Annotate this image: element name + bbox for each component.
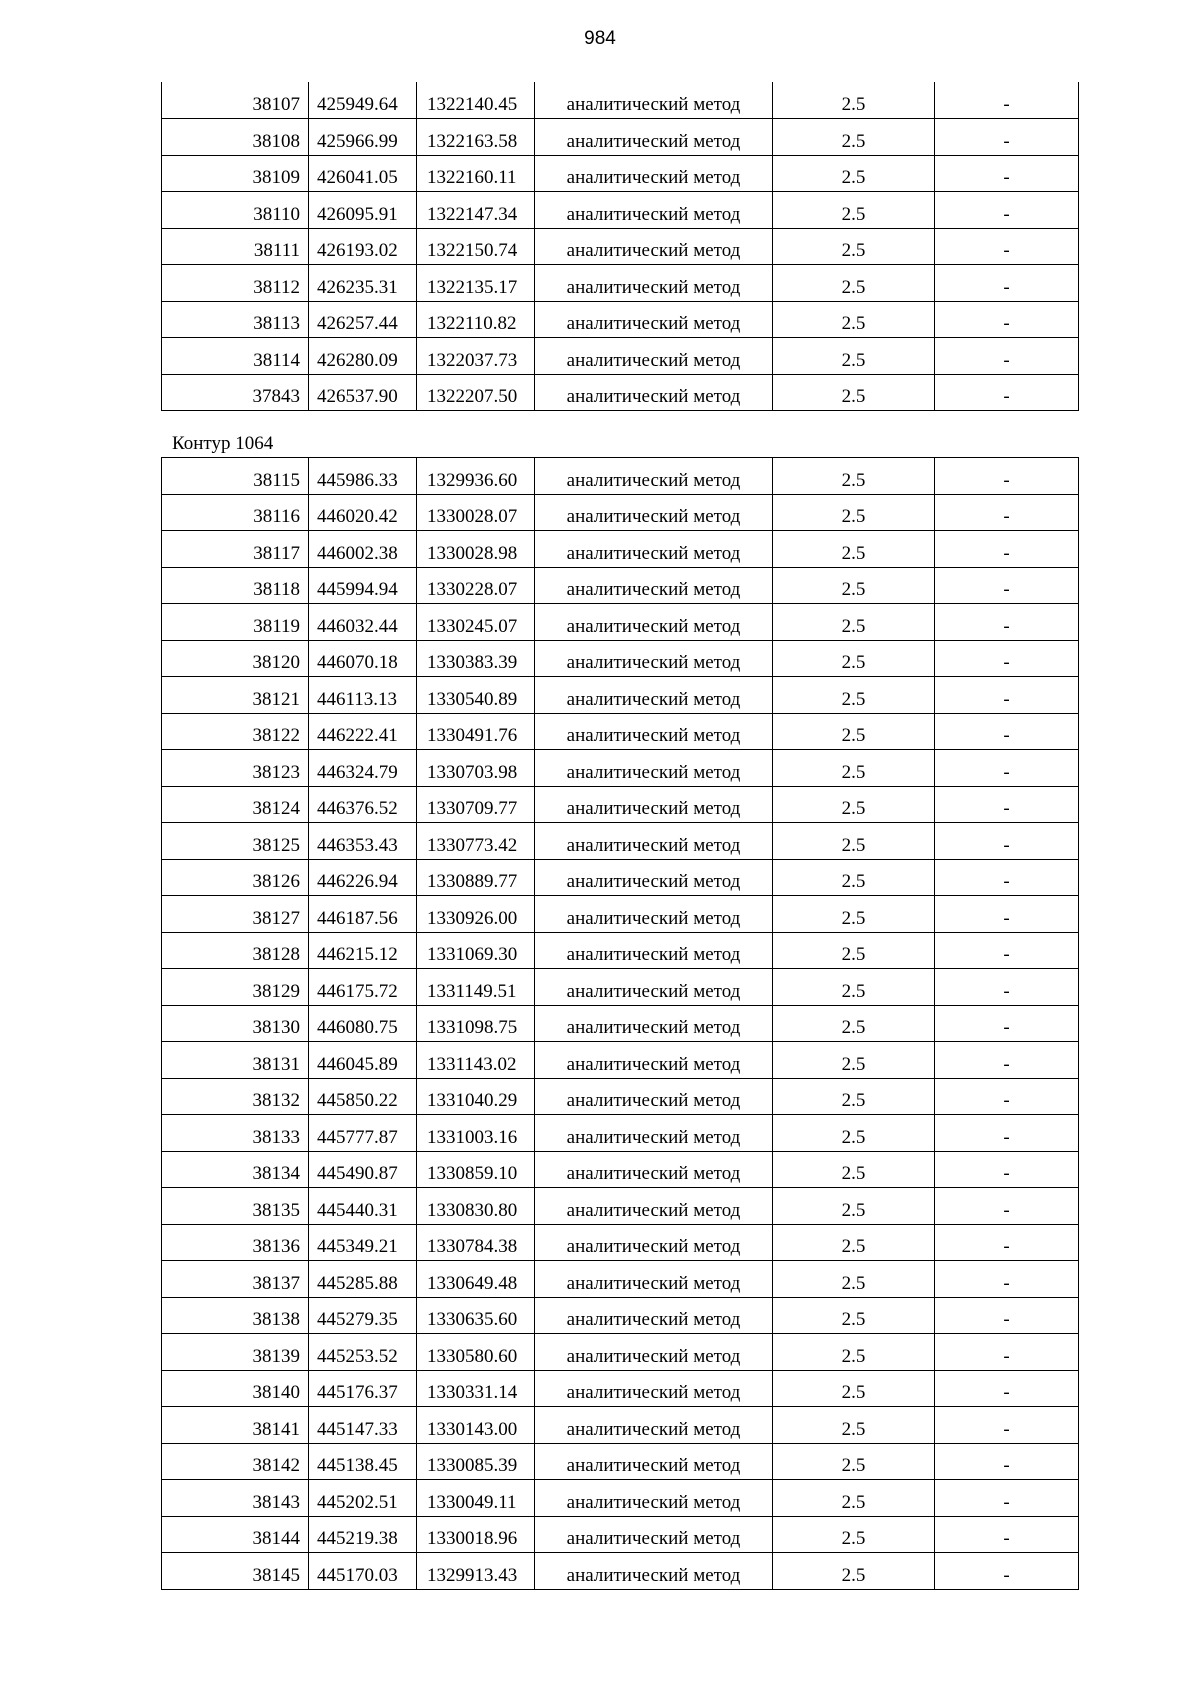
method-cell: аналитический метод — [535, 1078, 773, 1115]
x-coordinate-cell: 426193.02 — [309, 228, 417, 265]
table-row — [162, 531, 1079, 568]
point-number-cell: 38144 — [162, 1516, 309, 1553]
y-coordinate-cell: 1322147.34 — [417, 192, 535, 229]
note-cell: - — [935, 713, 1079, 750]
method-cell: аналитический метод — [535, 1005, 773, 1042]
x-coordinate-cell: 445850.22 — [309, 1078, 417, 1115]
y-coordinate-cell: 1330926.00 — [417, 896, 535, 933]
y-coordinate-cell: 1331143.02 — [417, 1042, 535, 1079]
x-coordinate-cell: 446324.79 — [309, 750, 417, 787]
point-number-cell: 38113 — [162, 301, 309, 338]
table-row — [162, 1115, 1079, 1152]
y-coordinate-cell: 1330245.07 — [417, 604, 535, 641]
table-row — [162, 750, 1079, 787]
point-number-cell: 38130 — [162, 1005, 309, 1042]
note-cell: - — [935, 1224, 1079, 1261]
x-coordinate-cell: 426041.05 — [309, 155, 417, 192]
y-coordinate-cell: 1330649.48 — [417, 1261, 535, 1298]
method-cell: аналитический метод — [535, 1188, 773, 1225]
accuracy-cell: 2.5 — [773, 567, 935, 604]
note-cell: - — [935, 494, 1079, 531]
accuracy-cell: 2.5 — [773, 1261, 935, 1298]
y-coordinate-cell: 1331149.51 — [417, 969, 535, 1006]
x-coordinate-cell: 445253.52 — [309, 1334, 417, 1371]
note-cell: - — [935, 640, 1079, 677]
method-cell: аналитический метод — [535, 1115, 773, 1152]
x-coordinate-cell: 426537.90 — [309, 374, 417, 411]
x-coordinate-cell: 446175.72 — [309, 969, 417, 1006]
method-cell: аналитический метод — [535, 374, 773, 411]
contour-heading: Контур 1064 — [172, 433, 274, 454]
accuracy-cell: 2.5 — [773, 494, 935, 531]
method-cell: аналитический метод — [535, 338, 773, 375]
note-cell: - — [935, 859, 1079, 896]
accuracy-cell: 2.5 — [773, 677, 935, 714]
method-cell: аналитический метод — [535, 1370, 773, 1407]
point-number-cell: 38123 — [162, 750, 309, 787]
x-coordinate-cell: 445170.03 — [309, 1553, 417, 1590]
x-coordinate-cell: 446353.43 — [309, 823, 417, 860]
method-cell: аналитический метод — [535, 1443, 773, 1480]
point-number-cell: 38128 — [162, 932, 309, 969]
x-coordinate-cell: 445202.51 — [309, 1480, 417, 1517]
point-number-cell: 38140 — [162, 1370, 309, 1407]
page-number: 984 — [584, 28, 616, 49]
x-coordinate-cell: 445994.94 — [309, 567, 417, 604]
note-cell: - — [935, 1297, 1079, 1334]
x-coordinate-cell: 445285.88 — [309, 1261, 417, 1298]
y-coordinate-cell: 1331003.16 — [417, 1115, 535, 1152]
note-cell: - — [935, 1407, 1079, 1444]
note-cell: - — [935, 1078, 1079, 1115]
note-cell: - — [935, 338, 1079, 375]
note-cell: - — [935, 1334, 1079, 1371]
method-cell: аналитический метод — [535, 1553, 773, 1590]
y-coordinate-cell: 1330859.10 — [417, 1151, 535, 1188]
accuracy-cell: 2.5 — [773, 1370, 935, 1407]
x-coordinate-cell: 445219.38 — [309, 1516, 417, 1553]
note-cell: - — [935, 1005, 1079, 1042]
method-cell: аналитический метод — [535, 1261, 773, 1298]
y-coordinate-cell: 1329913.43 — [417, 1553, 535, 1590]
y-coordinate-cell: 1331040.29 — [417, 1078, 535, 1115]
note-cell: - — [935, 458, 1079, 495]
table-row — [162, 119, 1079, 156]
x-coordinate-cell: 445147.33 — [309, 1407, 417, 1444]
table-row — [162, 932, 1079, 969]
accuracy-cell: 2.5 — [773, 155, 935, 192]
method-cell: аналитический метод — [535, 604, 773, 641]
accuracy-cell: 2.5 — [773, 1516, 935, 1553]
note-cell: - — [935, 604, 1079, 641]
x-coordinate-cell: 445777.87 — [309, 1115, 417, 1152]
accuracy-cell: 2.5 — [773, 1151, 935, 1188]
point-number-cell: 38141 — [162, 1407, 309, 1444]
y-coordinate-cell: 1330540.89 — [417, 677, 535, 714]
point-number-cell: 38129 — [162, 969, 309, 1006]
accuracy-cell: 2.5 — [773, 119, 935, 156]
method-cell: аналитический метод — [535, 750, 773, 787]
accuracy-cell: 2.5 — [773, 969, 935, 1006]
x-coordinate-cell: 445986.33 — [309, 458, 417, 495]
note-cell: - — [935, 786, 1079, 823]
note-cell: - — [935, 1261, 1079, 1298]
method-cell: аналитический метод — [535, 265, 773, 302]
x-coordinate-cell: 445490.87 — [309, 1151, 417, 1188]
note-cell: - — [935, 228, 1079, 265]
point-number-cell: 38135 — [162, 1188, 309, 1225]
y-coordinate-cell: 1322163.58 — [417, 119, 535, 156]
y-coordinate-cell: 1330580.60 — [417, 1334, 535, 1371]
note-cell: - — [935, 82, 1079, 119]
point-number-cell: 38119 — [162, 604, 309, 641]
point-number-cell: 37843 — [162, 374, 309, 411]
method-cell: аналитический метод — [535, 1480, 773, 1517]
x-coordinate-cell: 426095.91 — [309, 192, 417, 229]
table-row — [162, 1553, 1079, 1590]
point-number-cell: 38117 — [162, 531, 309, 568]
accuracy-cell: 2.5 — [773, 1188, 935, 1225]
table-row — [162, 338, 1079, 375]
method-cell: аналитический метод — [535, 1334, 773, 1371]
y-coordinate-cell: 1330028.98 — [417, 531, 535, 568]
y-coordinate-cell: 1330703.98 — [417, 750, 535, 787]
method-cell: аналитический метод — [535, 458, 773, 495]
table-row — [162, 192, 1079, 229]
y-coordinate-cell: 1330085.39 — [417, 1443, 535, 1480]
note-cell: - — [935, 1443, 1079, 1480]
point-number-cell: 38118 — [162, 567, 309, 604]
table-row — [162, 786, 1079, 823]
y-coordinate-cell: 1322135.17 — [417, 265, 535, 302]
point-number-cell: 38124 — [162, 786, 309, 823]
method-cell: аналитический метод — [535, 640, 773, 677]
table-row — [162, 1224, 1079, 1261]
accuracy-cell: 2.5 — [773, 604, 935, 641]
point-number-cell: 38142 — [162, 1443, 309, 1480]
y-coordinate-cell: 1322150.74 — [417, 228, 535, 265]
x-coordinate-cell: 446032.44 — [309, 604, 417, 641]
point-number-cell: 38131 — [162, 1042, 309, 1079]
x-coordinate-cell: 426257.44 — [309, 301, 417, 338]
note-cell: - — [935, 1370, 1079, 1407]
table-row — [162, 969, 1079, 1006]
accuracy-cell: 2.5 — [773, 1042, 935, 1079]
x-coordinate-cell: 425949.64 — [309, 82, 417, 119]
note-cell: - — [935, 750, 1079, 787]
y-coordinate-cell: 1330709.77 — [417, 786, 535, 823]
coordinates-table-contour-1064 — [161, 457, 1079, 1590]
x-coordinate-cell: 446222.41 — [309, 713, 417, 750]
note-cell: - — [935, 301, 1079, 338]
accuracy-cell: 2.5 — [773, 1480, 935, 1517]
coordinates-table-top — [161, 82, 1079, 411]
x-coordinate-cell: 446215.12 — [309, 932, 417, 969]
x-coordinate-cell: 446376.52 — [309, 786, 417, 823]
table-row — [162, 374, 1079, 411]
note-cell: - — [935, 1115, 1079, 1152]
point-number-cell: 38121 — [162, 677, 309, 714]
method-cell: аналитический метод — [535, 1042, 773, 1079]
accuracy-cell: 2.5 — [773, 228, 935, 265]
note-cell: - — [935, 265, 1079, 302]
method-cell: аналитический метод — [535, 192, 773, 229]
y-coordinate-cell: 1322160.11 — [417, 155, 535, 192]
accuracy-cell: 2.5 — [773, 1078, 935, 1115]
accuracy-cell: 2.5 — [773, 82, 935, 119]
accuracy-cell: 2.5 — [773, 458, 935, 495]
x-coordinate-cell: 446187.56 — [309, 896, 417, 933]
table-row — [162, 1480, 1079, 1517]
accuracy-cell: 2.5 — [773, 1553, 935, 1590]
method-cell: аналитический метод — [535, 786, 773, 823]
point-number-cell: 38137 — [162, 1261, 309, 1298]
point-number-cell: 38143 — [162, 1480, 309, 1517]
point-number-cell: 38111 — [162, 228, 309, 265]
note-cell: - — [935, 119, 1079, 156]
table-row — [162, 1078, 1079, 1115]
accuracy-cell: 2.5 — [773, 192, 935, 229]
x-coordinate-cell: 445279.35 — [309, 1297, 417, 1334]
accuracy-cell: 2.5 — [773, 640, 935, 677]
y-coordinate-cell: 1330143.00 — [417, 1407, 535, 1444]
note-cell: - — [935, 374, 1079, 411]
method-cell: аналитический метод — [535, 301, 773, 338]
y-coordinate-cell: 1322110.82 — [417, 301, 535, 338]
method-cell: аналитический метод — [535, 494, 773, 531]
table-row — [162, 1370, 1079, 1407]
method-cell: аналитический метод — [535, 1407, 773, 1444]
method-cell: аналитический метод — [535, 228, 773, 265]
accuracy-cell: 2.5 — [773, 301, 935, 338]
table-row — [162, 494, 1079, 531]
x-coordinate-cell: 445138.45 — [309, 1443, 417, 1480]
accuracy-cell: 2.5 — [773, 859, 935, 896]
y-coordinate-cell: 1322037.73 — [417, 338, 535, 375]
point-number-cell: 38126 — [162, 859, 309, 896]
table-row — [162, 640, 1079, 677]
table-row — [162, 677, 1079, 714]
table-row — [162, 567, 1079, 604]
y-coordinate-cell: 1330635.60 — [417, 1297, 535, 1334]
y-coordinate-cell: 1330889.77 — [417, 859, 535, 896]
note-cell: - — [935, 823, 1079, 860]
method-cell: аналитический метод — [535, 713, 773, 750]
x-coordinate-cell: 425966.99 — [309, 119, 417, 156]
method-cell: аналитический метод — [535, 823, 773, 860]
method-cell: аналитический метод — [535, 677, 773, 714]
point-number-cell: 38134 — [162, 1151, 309, 1188]
accuracy-cell: 2.5 — [773, 896, 935, 933]
method-cell: аналитический метод — [535, 932, 773, 969]
note-cell: - — [935, 1042, 1079, 1079]
y-coordinate-cell: 1329936.60 — [417, 458, 535, 495]
accuracy-cell: 2.5 — [773, 750, 935, 787]
point-number-cell: 38122 — [162, 713, 309, 750]
table-row — [162, 265, 1079, 302]
y-coordinate-cell: 1330018.96 — [417, 1516, 535, 1553]
point-number-cell: 38132 — [162, 1078, 309, 1115]
x-coordinate-cell: 446020.42 — [309, 494, 417, 531]
point-number-cell: 38145 — [162, 1553, 309, 1590]
table-row — [162, 859, 1079, 896]
table-row — [162, 1151, 1079, 1188]
y-coordinate-cell: 1330830.80 — [417, 1188, 535, 1225]
method-cell: аналитический метод — [535, 1224, 773, 1261]
point-number-cell: 38125 — [162, 823, 309, 860]
method-cell: аналитический метод — [535, 1151, 773, 1188]
note-cell: - — [935, 677, 1079, 714]
method-cell: аналитический метод — [535, 567, 773, 604]
table-row — [162, 1042, 1079, 1079]
point-number-cell: 38115 — [162, 458, 309, 495]
y-coordinate-cell: 1331069.30 — [417, 932, 535, 969]
table-row — [162, 713, 1079, 750]
note-cell: - — [935, 192, 1079, 229]
table-row — [162, 1516, 1079, 1553]
table-row — [162, 1297, 1079, 1334]
table-row — [162, 1188, 1079, 1225]
note-cell: - — [935, 155, 1079, 192]
point-number-cell: 38116 — [162, 494, 309, 531]
x-coordinate-cell: 445440.31 — [309, 1188, 417, 1225]
y-coordinate-cell: 1330784.38 — [417, 1224, 535, 1261]
point-number-cell: 38110 — [162, 192, 309, 229]
y-coordinate-cell: 1322140.45 — [417, 82, 535, 119]
table-row — [162, 1334, 1079, 1371]
point-number-cell: 38139 — [162, 1334, 309, 1371]
table-row — [162, 1261, 1079, 1298]
table-row — [162, 604, 1079, 641]
point-number-cell: 38133 — [162, 1115, 309, 1152]
accuracy-cell: 2.5 — [773, 265, 935, 302]
method-cell: аналитический метод — [535, 1516, 773, 1553]
accuracy-cell: 2.5 — [773, 374, 935, 411]
y-coordinate-cell: 1330773.42 — [417, 823, 535, 860]
method-cell: аналитический метод — [535, 155, 773, 192]
y-coordinate-cell: 1330049.11 — [417, 1480, 535, 1517]
x-coordinate-cell: 446070.18 — [309, 640, 417, 677]
table-row — [162, 1407, 1079, 1444]
note-cell: - — [935, 896, 1079, 933]
x-coordinate-cell: 446113.13 — [309, 677, 417, 714]
y-coordinate-cell: 1330383.39 — [417, 640, 535, 677]
table-row — [162, 228, 1079, 265]
note-cell: - — [935, 1480, 1079, 1517]
x-coordinate-cell: 446226.94 — [309, 859, 417, 896]
point-number-cell: 38107 — [162, 82, 309, 119]
x-coordinate-cell: 446045.89 — [309, 1042, 417, 1079]
point-number-cell: 38112 — [162, 265, 309, 302]
y-coordinate-cell: 1322207.50 — [417, 374, 535, 411]
method-cell: аналитический метод — [535, 531, 773, 568]
method-cell: аналитический метод — [535, 859, 773, 896]
note-cell: - — [935, 969, 1079, 1006]
accuracy-cell: 2.5 — [773, 1224, 935, 1261]
method-cell: аналитический метод — [535, 1297, 773, 1334]
table-row — [162, 1443, 1079, 1480]
x-coordinate-cell: 446002.38 — [309, 531, 417, 568]
note-cell: - — [935, 531, 1079, 568]
x-coordinate-cell: 445176.37 — [309, 1370, 417, 1407]
accuracy-cell: 2.5 — [773, 1407, 935, 1444]
note-cell: - — [935, 1516, 1079, 1553]
point-number-cell: 38109 — [162, 155, 309, 192]
y-coordinate-cell: 1330228.07 — [417, 567, 535, 604]
note-cell: - — [935, 1553, 1079, 1590]
y-coordinate-cell: 1330491.76 — [417, 713, 535, 750]
table-row — [162, 823, 1079, 860]
y-coordinate-cell: 1330028.07 — [417, 494, 535, 531]
x-coordinate-cell: 426235.31 — [309, 265, 417, 302]
point-number-cell: 38120 — [162, 640, 309, 677]
note-cell: - — [935, 1188, 1079, 1225]
x-coordinate-cell: 426280.09 — [309, 338, 417, 375]
y-coordinate-cell: 1331098.75 — [417, 1005, 535, 1042]
accuracy-cell: 2.5 — [773, 1334, 935, 1371]
note-cell: - — [935, 567, 1079, 604]
table-row — [162, 896, 1079, 933]
y-coordinate-cell: 1330331.14 — [417, 1370, 535, 1407]
accuracy-cell: 2.5 — [773, 1297, 935, 1334]
point-number-cell: 38138 — [162, 1297, 309, 1334]
accuracy-cell: 2.5 — [773, 338, 935, 375]
table-row — [162, 458, 1079, 495]
accuracy-cell: 2.5 — [773, 1443, 935, 1480]
accuracy-cell: 2.5 — [773, 531, 935, 568]
point-number-cell: 38136 — [162, 1224, 309, 1261]
accuracy-cell: 2.5 — [773, 786, 935, 823]
accuracy-cell: 2.5 — [773, 1115, 935, 1152]
method-cell: аналитический метод — [535, 896, 773, 933]
table-row — [162, 82, 1079, 119]
accuracy-cell: 2.5 — [773, 1005, 935, 1042]
x-coordinate-cell: 446080.75 — [309, 1005, 417, 1042]
table-row — [162, 1005, 1079, 1042]
table-row — [162, 155, 1079, 192]
x-coordinate-cell: 445349.21 — [309, 1224, 417, 1261]
method-cell: аналитический метод — [535, 82, 773, 119]
method-cell: аналитический метод — [535, 119, 773, 156]
method-cell: аналитический метод — [535, 969, 773, 1006]
note-cell: - — [935, 1151, 1079, 1188]
accuracy-cell: 2.5 — [773, 713, 935, 750]
point-number-cell: 38108 — [162, 119, 309, 156]
accuracy-cell: 2.5 — [773, 932, 935, 969]
table-row — [162, 301, 1079, 338]
point-number-cell: 38127 — [162, 896, 309, 933]
point-number-cell: 38114 — [162, 338, 309, 375]
note-cell: - — [935, 932, 1079, 969]
accuracy-cell: 2.5 — [773, 823, 935, 860]
